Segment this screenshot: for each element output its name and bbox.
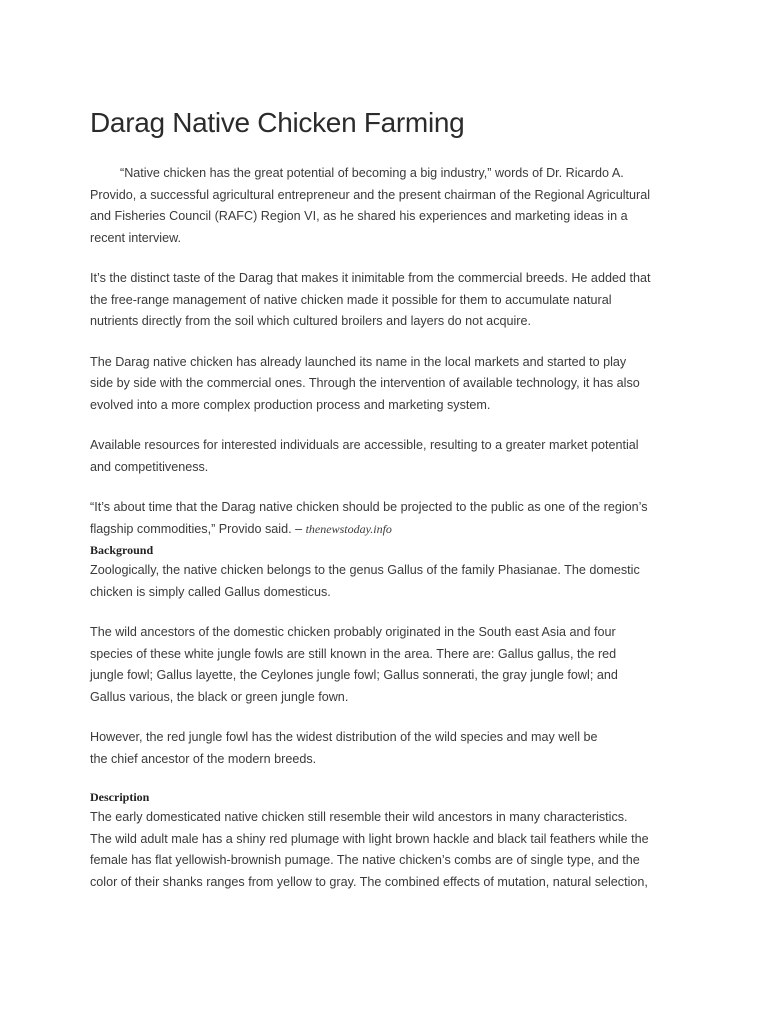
text-line xyxy=(90,519,682,541)
text-line: “It’s about time that the Darag native chicken should be projected to the public as one of the region’s xyxy=(90,500,648,514)
section-description xyxy=(90,787,682,893)
text-line: Available resources for interested individuals are accessible, resulting to a greater market potential xyxy=(90,438,639,452)
paragraph-red-jungle-fowl xyxy=(90,727,682,770)
text-line: the free-range management of native chicken made it possible for them to accumulate natural xyxy=(90,292,612,307)
text-line: the chief ancestor of the modern breeds. xyxy=(90,751,317,766)
text-line: chicken is simply called Gallus domesticus. xyxy=(90,584,331,599)
text-line: The Darag native chicken has already launched its name in the local markets and started to play xyxy=(90,354,627,369)
section-heading-background: Background xyxy=(90,543,154,557)
paragraph-markets xyxy=(90,352,682,417)
paragraph-ancestors xyxy=(90,622,682,708)
text-line: female has flat yellowish-brownish pumage. The native chicken’s combs are of single type, and the xyxy=(90,853,640,867)
section-heading-description: Description xyxy=(90,790,150,804)
paragraph-quote xyxy=(90,497,682,540)
page-title: Darag Native Chicken Farming xyxy=(90,107,465,138)
text-line: The wild adult male has a shiny red plumage with light brown hackle and black tail feathers while the xyxy=(90,831,649,846)
text-line: Zoologically, the native chicken belongs to the genus Gallus of the family Phasianae. The domestic xyxy=(90,563,640,577)
text-line: species of these white jungle fowls are still known in the area. There are: Gallus gallus, the red xyxy=(90,646,617,661)
text-line: Provido, a successful agricultural entrepreneur and the present chairman of the Regional Agricultural xyxy=(90,187,651,202)
text-line: evolved into a more complex production process and marketing system. xyxy=(90,397,491,412)
text-line: nutrients directly from the soil which cultured broilers and layers do not acquire. xyxy=(90,314,531,328)
text-line: The early domesticated native chicken still resemble their wild ancestors in many characteristics. xyxy=(90,810,628,824)
quote-text: flagship commodities,” Provido said. – xyxy=(90,521,306,536)
section-background xyxy=(90,540,682,770)
text-line: It’s the distinct taste of the Darag that makes it inimitable from the commercial breeds. He added that xyxy=(90,271,651,285)
text-line: recent interview. xyxy=(90,230,181,245)
text-line: color of their shanks ranges from yellow to gray. The combined effects of mutation, natural selection, xyxy=(90,874,648,889)
text-line: and competitiveness. xyxy=(90,459,209,474)
article-body xyxy=(90,163,682,893)
text-line: side by side with the commercial ones. Through the intervention of available technology, it has also xyxy=(90,376,640,390)
source-credit: thenewstoday.info xyxy=(305,521,392,536)
text-line: and Fisheries Council (RAFC) Region VI, as he shared his experiences and marketing ideas in a xyxy=(90,209,628,223)
text-line: “Native chicken has the great potential of becoming a big industry,” words of Dr. Ricardo A. xyxy=(120,166,624,180)
text-line: However, the red jungle fowl has the widest distribution of the wild species and may well be xyxy=(90,730,598,744)
paragraph-intro xyxy=(90,163,682,249)
text-line: jungle fowl; Gallus layette, the Ceylones jungle fowl; Gallus sonnerati, the gray jungle fowl; and xyxy=(90,668,618,682)
paragraph-taste xyxy=(90,268,682,333)
text-line: Gallus various, the black or green jungle fown. xyxy=(90,689,349,704)
paragraph-resources xyxy=(90,435,682,478)
text-line: The wild ancestors of the domestic chicken probably originated in the South east Asia and four xyxy=(90,625,616,639)
